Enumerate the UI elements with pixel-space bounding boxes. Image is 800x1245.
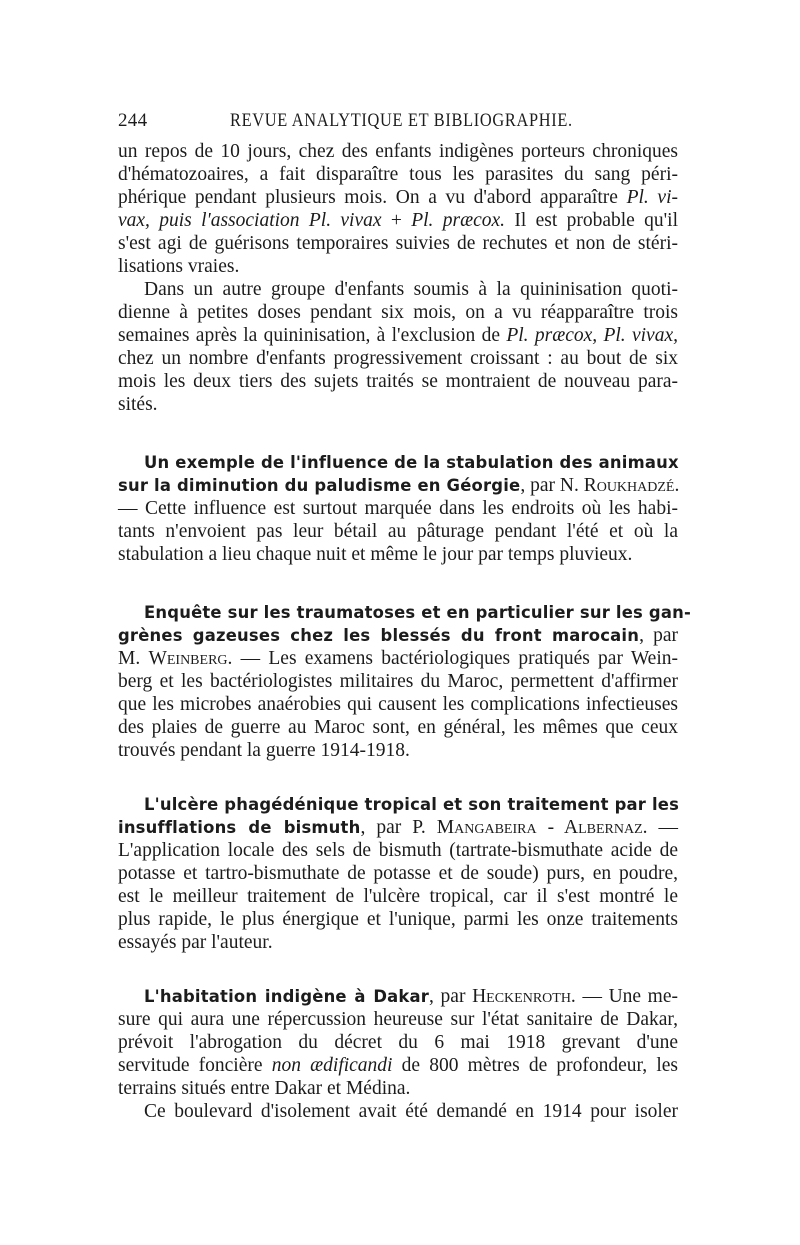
intro-section bbox=[118, 140, 678, 416]
text-line: s'est agi de guérisons temporaires suivies de rechutes et non de stéri- bbox=[118, 233, 678, 254]
text-line: chez un nombre d'enfants progressivement croissant : au bout de six bbox=[118, 348, 678, 369]
text-line: sur la diminution du paludisme en Géorgie, par N. Roukhadzé. bbox=[118, 475, 680, 496]
text-line: lisations vraies. bbox=[118, 256, 240, 277]
text-line: M. Weinberg. — Les examens bactériologiques pratiqués par Wein- bbox=[118, 648, 678, 669]
text-line: phérique pendant plusieurs mois. On a vu d'abord apparaître Pl. vi- bbox=[118, 187, 678, 208]
text-line: potasse et tartro-bismuthate de potasse et de soude) purs, en poudre, bbox=[118, 863, 678, 884]
text-line: que les microbes anaérobies qui causent les complications infectieuses bbox=[118, 694, 678, 715]
page-number: 244 bbox=[118, 110, 148, 131]
text-line: d'hématozoaires, a fait disparaître tous les parasites du sang péri- bbox=[118, 164, 678, 185]
text-line: semaines après la quininisation, à l'exclusion de Pl. præcox, Pl. vivax, bbox=[118, 325, 678, 346]
text-line: sités. bbox=[118, 394, 158, 415]
text-line: Ce boulevard d'isolement avait été demandé en 1914 pour isoler bbox=[144, 1101, 678, 1122]
author-name: Heckenroth. bbox=[472, 986, 576, 1007]
article-traumatoses bbox=[118, 601, 691, 762]
article-habitation bbox=[118, 985, 678, 1123]
text-line: des plaies de guerre au Maroc sont, en général, les mêmes que ceux bbox=[118, 717, 678, 738]
article-stabulation bbox=[118, 451, 678, 566]
article-title: Enquête sur les traumatoses et en particulier sur les gan- bbox=[144, 603, 691, 622]
text-line: terrains situés entre Dakar et Médina. bbox=[118, 1078, 411, 1099]
article-ulcere bbox=[118, 793, 678, 954]
text-line: — Cette influence est surtout marquée dans les endroits où les habi- bbox=[118, 498, 678, 519]
text-line: servitude foncière non ædificandi de 800 mètres de profondeur, les bbox=[118, 1055, 678, 1076]
text-line: vax, puis l'association Pl. vivax + Pl. præcox. Il est probable qu'il bbox=[118, 210, 678, 231]
text-line: trouvés pendant la guerre 1914-1918. bbox=[118, 740, 410, 761]
text-line: est le meilleur traitement de l'ulcère tropical, car il s'est montré le bbox=[118, 886, 678, 907]
text-line: sure qui aura une répercussion heureuse sur l'état sanitaire de Dakar, bbox=[118, 1009, 678, 1030]
article-title: L'habitation indigène à Dakar, par Heckenroth. — Une me- bbox=[144, 986, 678, 1007]
text-line: essayés par l'auteur. bbox=[118, 932, 273, 953]
text-line: un repos de 10 jours, chez des enfants indigènes porteurs chroniques bbox=[118, 141, 678, 162]
author-name: Weinberg. bbox=[148, 648, 233, 669]
text-line: Dans un autre groupe d'enfants soumis à la quininisation quoti- bbox=[144, 279, 678, 300]
text-line: tants n'envoient pas leur bétail au pâturage pendant l'été et où la bbox=[118, 521, 678, 542]
author-name: Mangabeira - Albernaz. bbox=[436, 817, 648, 838]
text-line: dienne à petites doses pendant six mois, on a vu réapparaître trois bbox=[118, 302, 678, 323]
author-name: Roukhadzé. bbox=[583, 475, 680, 496]
text-line: L'application locale des sels de bismuth (tartrate-bismuthate acide de bbox=[118, 840, 678, 861]
article-title: L'ulcère phagédénique tropical et son traitement par les bbox=[144, 795, 680, 814]
text-line: insufflations de bismuth, par P. Mangabeira - Albernaz. — bbox=[118, 817, 678, 838]
text-line: grènes gazeuses chez les blessés du front marocain, par bbox=[118, 625, 678, 646]
text-line: plus rapide, le plus énergique et l'unique, parmi les onze traitements bbox=[118, 909, 678, 930]
running-header bbox=[118, 106, 678, 136]
article-title: Un exemple de l'influence de la stabulation des animaux bbox=[144, 453, 679, 472]
page-body bbox=[118, 140, 691, 1123]
text-line: prévoit l'abrogation du décret du 6 mai 1918 grevant d'une bbox=[118, 1032, 678, 1053]
running-title: REVUE ANALYTIQUE ET BIBLIOGRAPHIE. bbox=[230, 110, 573, 131]
text-line: stabulation a lieu chaque nuit et même le jour par temps pluvieux. bbox=[118, 544, 633, 565]
text-line: berg et les bactériologistes militaires du Maroc, permettent d'affirmer bbox=[118, 671, 678, 692]
text-line: mois les deux tiers des sujets traités se montraient de nouveau para- bbox=[118, 371, 678, 392]
